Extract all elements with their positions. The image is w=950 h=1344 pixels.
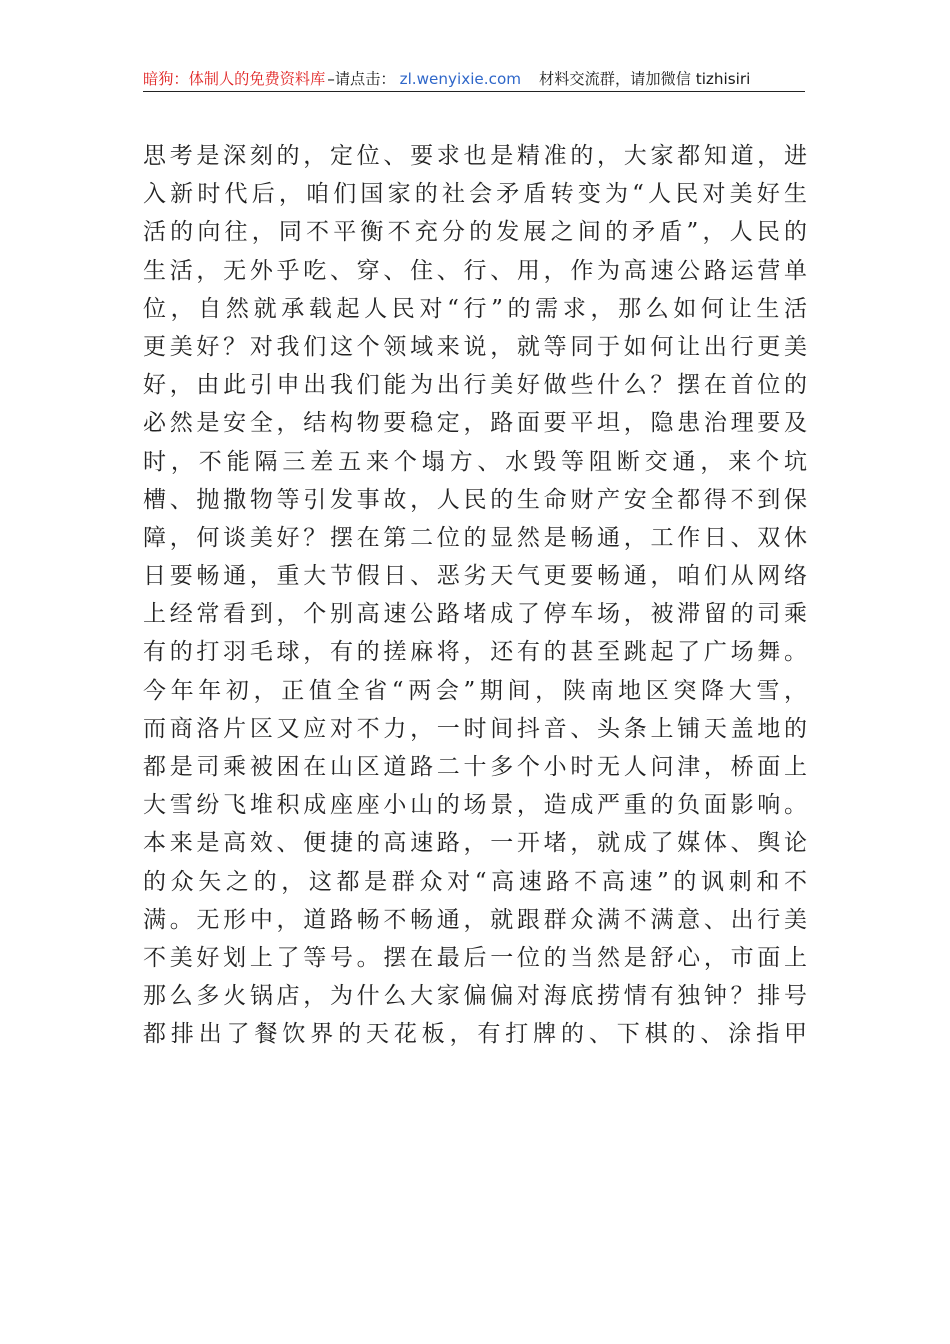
text-line: 那么多火锅店，为什么大家偏偏对海底捞情有独钟？排号 — [143, 983, 807, 1010]
header-brand: 暗狗：体制人的免费资料库 — [143, 70, 326, 88]
text-line: 更美好？对我们这个领域来说，就等同于如何让出行更美 — [143, 333, 807, 360]
text-line: 活的向往，同不平衡不充分的发展之间的矛盾”，人民的 — [143, 219, 807, 246]
text-line: 今年年初，正值全省“两会”期间，陕南地区突降大雪， — [143, 677, 807, 704]
text-line: 时，不能隔三差五来个塌方、水毁等阻断交通，来个坑 — [143, 448, 807, 475]
text-line: 生活，无外乎吃、穿、住、行、用，作为高速公路运营单 — [143, 257, 807, 284]
text-line: 槽、抛撒物等引发事故，人民的生命财产安全都得不到保 — [143, 486, 807, 513]
page-header — [143, 68, 805, 92]
text-line: 日要畅通，重大节假日、恶劣天气更要畅通，咱们从网络 — [143, 563, 807, 590]
text-line: 上经常看到，个别高速公路堵成了停车场，被滞留的司乘 — [143, 601, 807, 628]
text-line: 满。无形中，道路畅不畅通，就跟群众满不满意、出行美 — [143, 906, 807, 933]
text-line: 位，自然就承载起人民对“行”的需求，那么如何让生活 — [143, 295, 807, 322]
text-line: 的众矢之的，这都是群众对“高速路不高速”的讽刺和不 — [143, 868, 807, 895]
text-line: 本来是高效、便捷的高速路，一开堵，就成了媒体、舆论 — [143, 830, 807, 857]
text-line: 入新时代后，咱们国家的社会矛盾转变为“人民对美好生 — [143, 181, 807, 208]
header-note: 材料交流群，请加微信 tizhisiri — [539, 70, 751, 88]
text-line: 都是司乘被困在山区道路二十多个小时无人问津，桥面上 — [143, 754, 807, 780]
text-line: 不美好划上了等号。摆在最后一位的当然是舒心，市面上 — [143, 944, 807, 971]
document-body — [143, 137, 807, 1054]
text-line: 思考是深刻的，定位、要求也是精准的，大家都知道，进 — [143, 143, 807, 169]
text-line: 大雪纷飞堆积成座座小山的场景，造成严重的负面影响。 — [143, 792, 807, 819]
text-line: 障，何谈美好？摆在第二位的显然是畅通，工作日、双休 — [143, 524, 807, 551]
text-line: 都排出了餐饮界的天花板，有打牌的、下棋的、涂指甲 — [143, 1021, 807, 1048]
header-link[interactable]: zl.wenyixie.com — [399, 70, 522, 88]
text-line: 有的打羽毛球，有的搓麻将，还有的甚至跳起了广场舞。 — [143, 639, 807, 666]
text-line: 必然是安全，结构物要稳定，路面要平坦，隐患治理要及 — [143, 410, 807, 437]
header-prompt: –请点击： — [327, 70, 396, 88]
text-line: 而商洛片区又应对不力，一时间抖音、头条上铺天盖地的 — [143, 715, 807, 742]
text-line: 好，由此引申出我们能为出行美好做些什么？摆在首位的 — [143, 372, 807, 399]
